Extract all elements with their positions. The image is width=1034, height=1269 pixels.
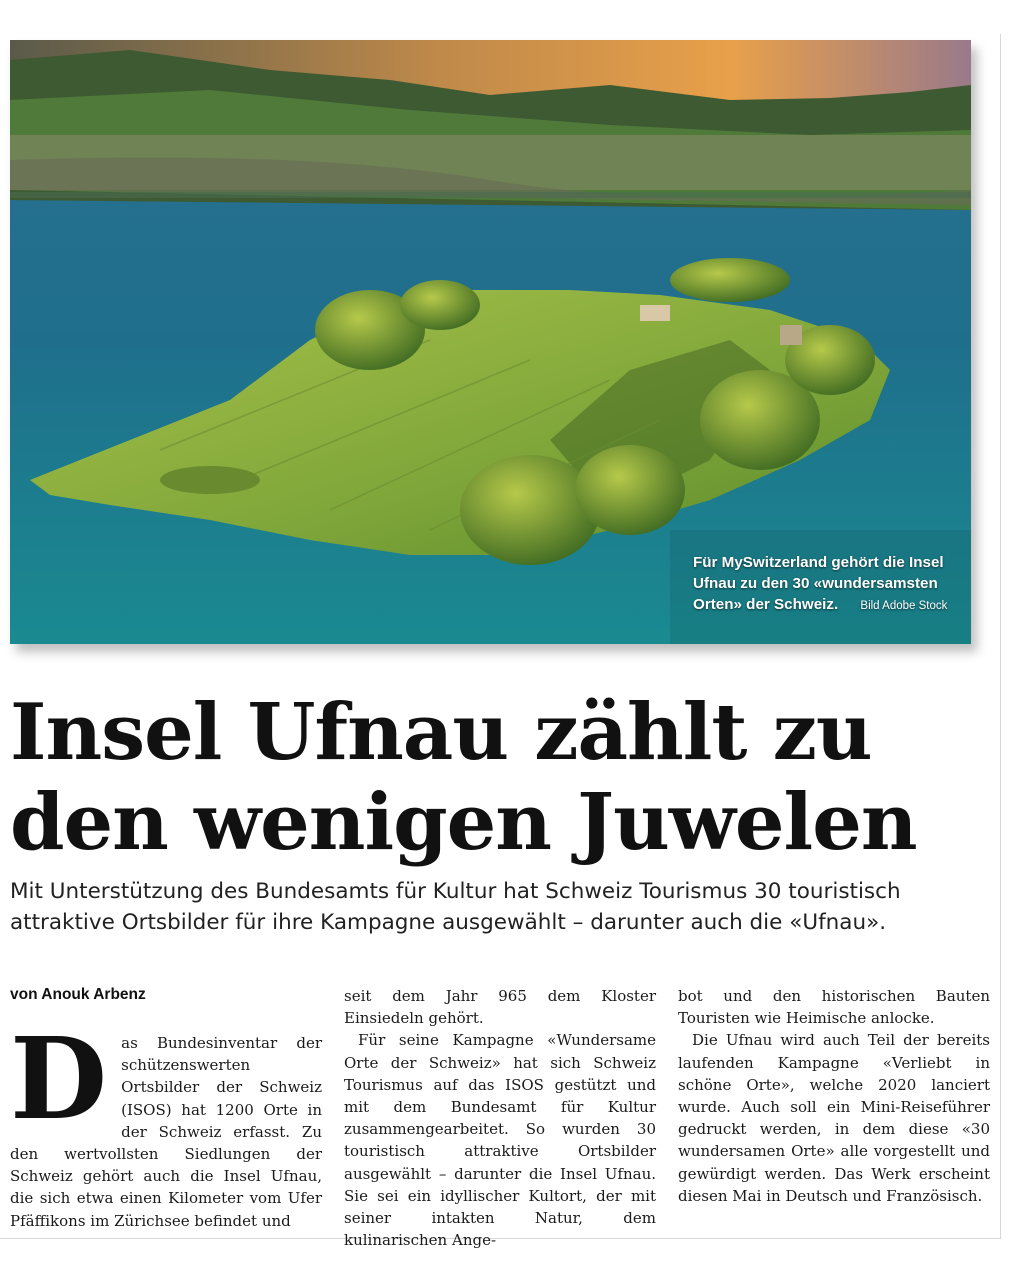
photo-credit: Bild Adobe Stock <box>860 600 948 612</box>
article-column-2 <box>344 985 656 1251</box>
lead-paragraph: Mit Unterstützung des Bundesamts für Kultur hat Schweiz Tourismus 30 touristisch attraktive Ortsbilder für ihre Kampagne ausgewählt – darunter auch die «Ufnau». <box>10 879 901 935</box>
column-2-paragraph-2: Für seine Kampagne «Wundersame Orte der Schweiz» hat sich Schweiz Tourismus auf das ISOS gestützt und mit dem Bundesamt für Kultur zusammengearbeitet. So wurden 30 touristisch attraktive Ortsbilder ausgewählt – darunter die Insel Ufnau. Sie sei ein idyllischer Kultort, der mit seiner intakten Natur, dem kulinarischen Ange- <box>344 1031 656 1250</box>
article-column-1 <box>10 1014 322 1232</box>
caption-text: Für MySwitzerland gehört die Insel Ufnau zu den 30 «wundersamsten Orten» der Schweiz. <box>693 554 944 613</box>
column-3-paragraph-1: bot und den historischen Bauten Touristen wie Heimische anlocke. <box>678 987 990 1028</box>
column-1-paragraph-1: as Bundesinventar der schützenswerten Ortsbilder der Schweiz (ISOS) hat 1200 Orte in der Schweiz erfasst. Zu den wertvollsten Siedlungen der Schweiz gehört auch die Insel Ufnau, die sich etwa einen Kilometer vom Ufer Pfäffikons im Zürichsee befindet und <box>10 1034 322 1230</box>
headline: Insel Ufnau zählt zu den wenigen Juwelen <box>10 687 917 868</box>
article-column-3 <box>678 985 990 1207</box>
drop-cap: D <box>10 1014 108 1145</box>
column-3-paragraph-2: Die Ufnau wird auch Teil der bereits laufenden Kampagne «Verliebt in schöne Orte», welche 2020 lanciert wurde. Auch soll ein Mini-Reiseführer gedruckt werden, in dem diese «30 wundersamen Orte» alle vorgestellt und gewürdigt werden. Das Werk erscheint diesen Mai in Deutsch und Französisch. <box>678 1031 990 1205</box>
photo-caption <box>693 552 963 617</box>
article-photo <box>10 40 971 644</box>
byline: von Anouk Arbenz <box>10 986 146 1003</box>
column-2-paragraph-1: seit dem Jahr 965 dem Kloster Einsiedeln gehört. <box>344 987 656 1028</box>
